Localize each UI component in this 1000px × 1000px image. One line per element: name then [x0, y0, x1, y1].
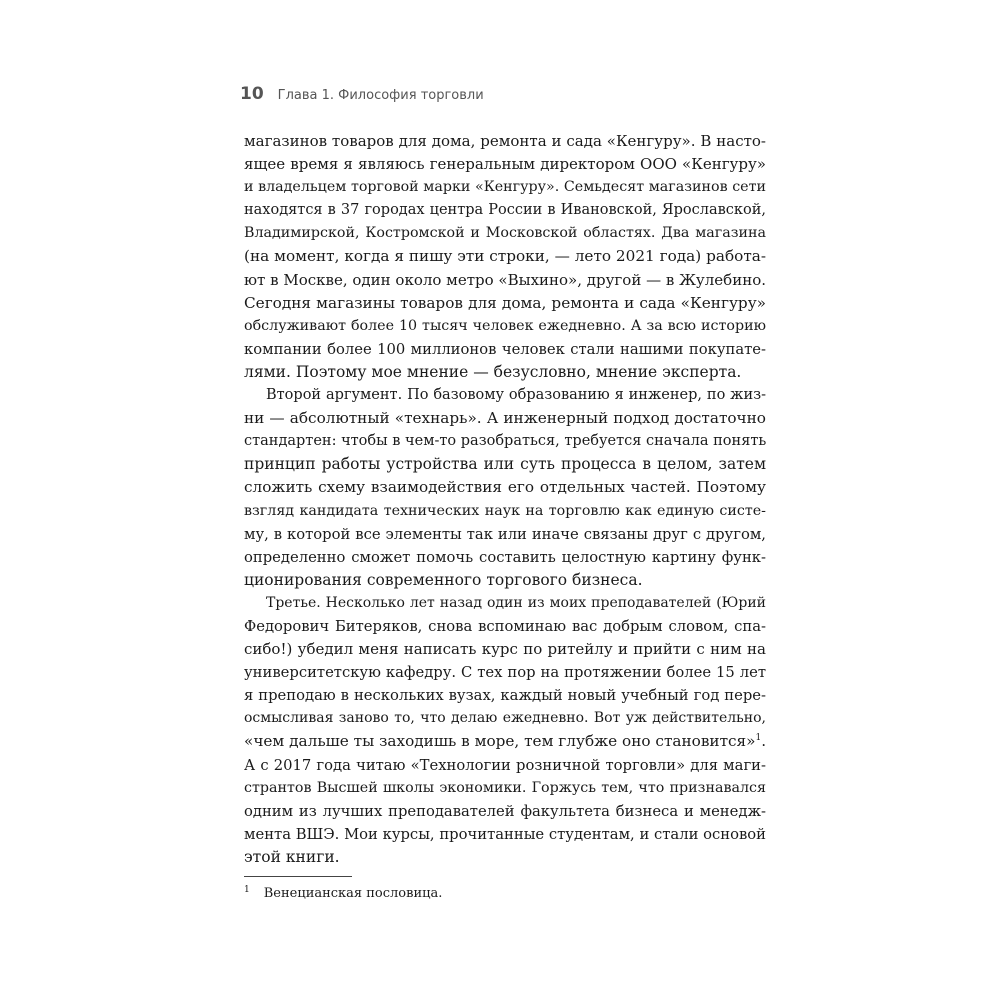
text-line: обслуживают более 10 тысяч человек ежедневно. А за всю историю	[244, 317, 766, 334]
text-line: компании более 100 миллионов человек стали нашими покупате-	[244, 340, 766, 358]
footnote-divider	[244, 876, 352, 877]
page-number: 10	[240, 84, 264, 104]
text-line: лями. Поэтому мое мнение — безусловно, мнение эксперта.	[244, 362, 742, 381]
text-line: сибо!) убедил меня написать курс по ритейлу и прийти с ним на	[244, 640, 766, 659]
text-line: взгляд кандидата технических наук на торговлю как единую систе-	[244, 502, 766, 519]
body-text	[244, 130, 766, 869]
text-line: Третье. Несколько лет назад один из моих преподавателей (Юрий	[266, 594, 766, 611]
text-line: принцип работы устройства или суть процесса в целом, затем	[244, 455, 766, 474]
text-line: сложить схему взаимодействия его отдельных частей. Поэтому	[244, 478, 766, 497]
text-line: мента ВШЭ. Мои курсы, прочитанные студентам, и стали основой	[244, 825, 766, 843]
text-line: этой книги.	[244, 847, 340, 866]
text-line: я преподаю в нескольких вузах, каждый новый учебный год пере-	[244, 687, 766, 705]
text-line: (на момент, когда я пишу эти строки, — лето 2021 года) работа-	[244, 247, 766, 266]
text-line: осмысливая заново то, что делаю ежедневно. Вот уж действительно,	[244, 710, 766, 727]
text-line: ют в Москве, один около метро «Выхино», другой — в Жулебино.	[244, 270, 766, 289]
footnote	[244, 886, 442, 901]
text-line: ни — абсолютный «технарь». А инженерный подход достаточно	[244, 409, 766, 428]
text-line: одним из лучших преподавателей факультета бизнеса и менедж-	[244, 802, 766, 820]
text-line: и владельцем торговой марки «Кенгуру». Семьдесят магазинов сети	[244, 179, 766, 196]
text-line-with-footnote	[244, 730, 766, 753]
text-line: Федорович Битеряков, снова вспоминаю вас добрым словом, спа-	[244, 617, 766, 635]
text-line: ящее время я являюсь генеральным директором ООО «Кенгуру»	[244, 155, 766, 174]
text-line: Сегодня магазины товаров для дома, ремонта и сада «Кенгуру»	[244, 293, 766, 312]
text-line: странтов Высшей школы экономики. Горжусь тем, что признавался	[244, 779, 766, 796]
footnote-ref-trailer: .	[761, 732, 767, 751]
text-line: ционирования современного торгового бизнеса.	[244, 570, 643, 589]
footnote-text: Венецианская пословица.	[263, 886, 443, 901]
text-line: му, в которой все элементы так или иначе связаны друг с другом,	[244, 525, 766, 543]
quoted-proverb: «чем дальше ты заходишь в море, тем глубже оно становится»	[244, 732, 756, 751]
chapter-title: Глава 1. Философия торговли	[277, 88, 484, 103]
text-line: находятся в 37 городах центра России в Ивановской, Ярославской,	[244, 202, 766, 219]
text-line: Владимирской, Костромской и Московской областях. Два магазина	[244, 225, 766, 242]
footnote-ref: 1	[755, 733, 762, 744]
text-line: университетскую кафедру. С тех пор на протяжении более 15 лет	[244, 664, 766, 682]
text-line: определенно сможет помочь составить целостную картину функ-	[244, 548, 766, 566]
text-line: Второй аргумент. По базовому образованию я инженер, по жиз-	[266, 387, 766, 404]
running-head	[240, 84, 484, 104]
text-line: стандартен: чтобы в чем-то разобраться, требуется сначала понять	[244, 433, 767, 450]
text-line: магазинов товаров для дома, ремонта и сада «Кенгуру». В насто-	[244, 132, 766, 150]
text-line: А с 2017 года читаю «Технологии розничной торговли» для маги-	[244, 756, 766, 774]
footnote-mark: 1	[244, 884, 250, 895]
